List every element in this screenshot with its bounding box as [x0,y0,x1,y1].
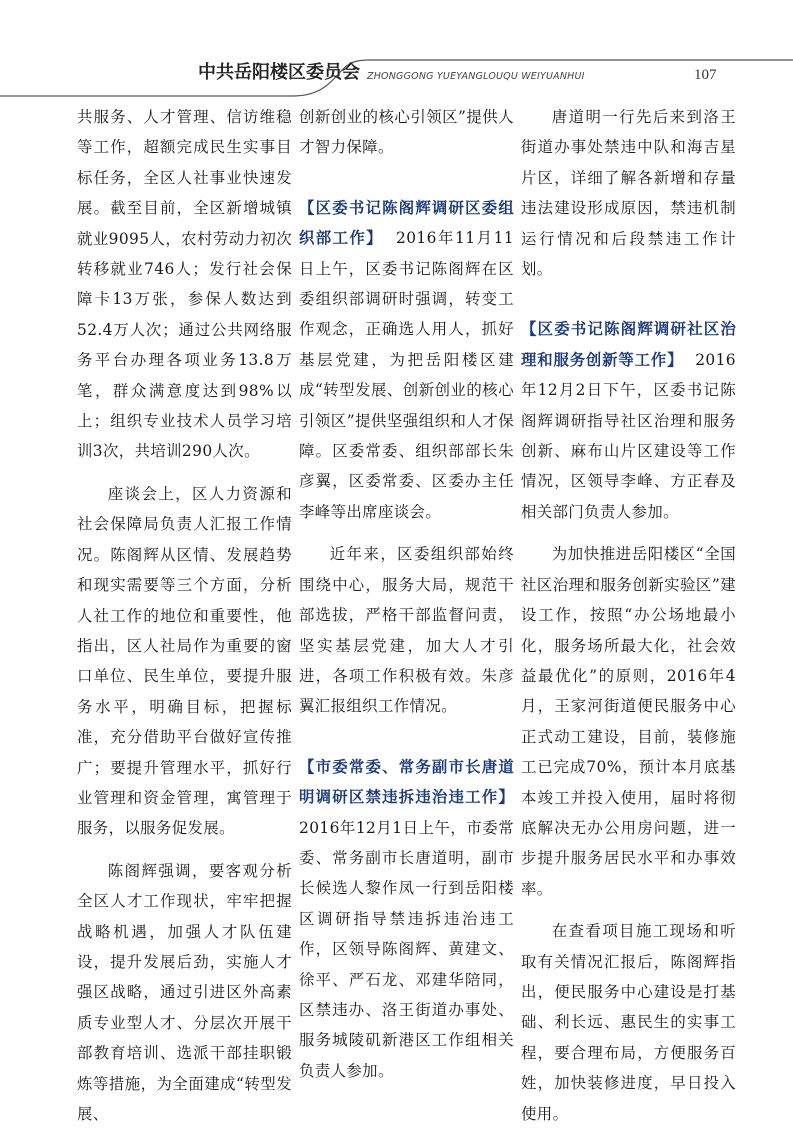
header-subtitle: ZHONGGONG YUEYANGLOUQU WEIYUANHUI [367,71,585,82]
paragraph: 创新创业的核心引领区”提供人才智力保障。 [299,108,514,157]
paragraph: 共服务、人才管理、信访维稳等工作，超额完成民生实事目标任务，全区人社事业快速发展。截至目前，全区新增城镇就业9095人，农村劳动力初次转移就业746人；发行社会保障卡13万张，参保人数达到52.4万人次；通过公共网络服务平台办理各项业务13.8万笔，群众满意度达到98%以上；组织专业技术人员学习培训3次，共培训290人次。 [77,108,292,461]
header-rule-icon [0,0,793,100]
news-item [521,314,736,527]
paragraph: 在查看项目施工现场和听取有关情况汇报后，陈阁辉指出，便民服务中心建设是打基础、利长远、惠民生的实事工程，要合理布局，方便服务百姓，加快装修进度，早日投入使用。 [521,922,736,1123]
page-number: 107 [694,67,717,83]
news-body: 2016年12月2日下午，区委书记陈阁辉调研指导社区治理和服务创新、麻布山片区建设等工作情况，区领导李峰、方正春及相关部门负责人参加。 [521,350,736,521]
column-middle [299,102,514,1098]
paragraph: 唐道明一行先后来到洛王街道办事处禁违中队和海吉星片区，详细了解各新增和存量违法建设形成原因，禁违机制运行情况和后段禁违工作计划。 [521,108,736,279]
news-item [299,193,514,527]
paragraph: 陈阁辉强调，要客观分析全区人才工作现状，牢牢把握战略机遇，加强人才队伍建设，提升发展后劲，实施人才强区战略，通过引进区外高素质专业型人才、分层次开展干部教育培训、选派干部挂职锻炼等措施，为全面建成“转型发展、 [77,861,292,1123]
column-right [521,102,736,1141]
page-header [0,0,793,100]
news-headline: 【区委书记陈阁辉调研区委组织部工作】 [299,198,514,248]
news-body: 2016年11月11日上午，区委书记陈阁辉在区委组织部调研时强调，转变工作观念，正确选人用人，抓好基层党建，为把岳阳楼区建成“转型发展、创新创业的核心引领区”提供坚强组织和人才保障。区委常委、组织部部长朱彦翼，区委常委、区委办主任李峰等出席座谈会。 [299,229,514,521]
paragraph: 近年来，区委组织部始终围绕中心，服务大局，规范干部选拔，严格干部监督问责，坚实基层党建，加大人才引进，各项工作积极有效。朱彦翼汇报组织工作情况。 [299,545,514,716]
column-left [77,102,292,1141]
header-title: 中共岳阳楼区委员会 [198,62,360,83]
paragraph: 为加快推进岳阳楼区“全国社区治理和服务创新实验区”建设工作，按照“办公场地最小化，服务场所最大化，社会效益最优化”的原则，2016年4月，王家河街道便民服务中心正式动工建设，目前，装修施工已完成70%，预计本月底基本竣工并投入使用，届时将彻底解决无办公用房问题，进一步提升服务居民水平和办事效率。 [521,545,736,898]
news-headline: 【区委书记陈阁辉调研社区治理和服务创新等工作】 [521,320,736,369]
news-item [299,752,514,1086]
paragraph: 座谈会上，区人力资源和社会保障局负责人汇报工作情况。陈阁辉从区情、发展趋势和现实需要等三个方面，分析人社工作的地位和重要性，他指出，区人社局作为重要的窗口单位、民生单位，要提升服务水平，明确目标，把握标准，充分借助平台做好宣传推广；要提升管理水平，抓好行业管理和资金管理，寓管理于服务，以服务促发展。 [77,484,292,838]
news-body: 2016年12月1日上午，市委常委、常务副市长唐道明，副市长候选人黎作凤一行到岳阳楼区调研指导禁违拆违治违工作，区领导陈阁辉、黄建文、徐平、严石龙、邓建华陪同，区禁违办、洛王街道办事处、服务城陵矶新港区工作组相关负责人参加。 [299,818,514,1080]
news-headline: 【市委常委、常务副市长唐道明调研区禁违拆违治违工作】 [299,757,514,807]
